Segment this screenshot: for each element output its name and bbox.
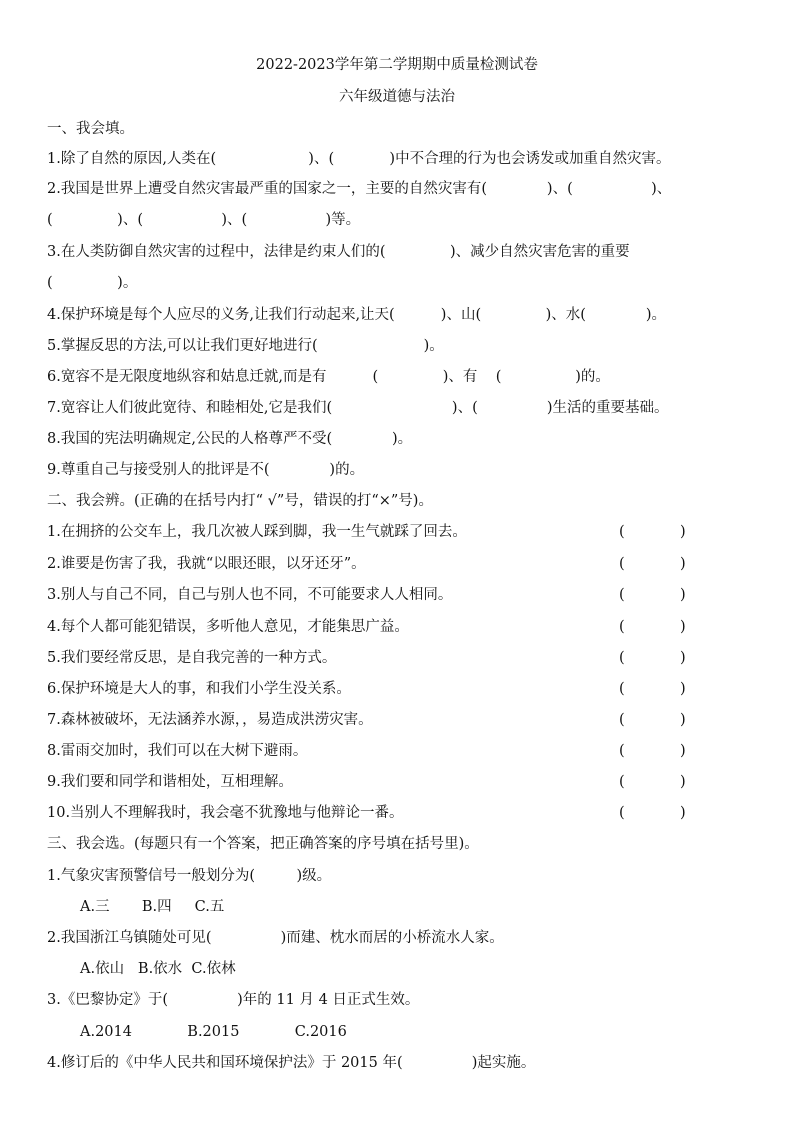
- judgment-item: 1.在拥挤的公交车上，我几次被人踩到脚，我一生气就踩了回去。 ( ): [0, 520, 794, 544]
- section1-question-4: 4.保护环境是每个人应尽的义务,让我们行动起来,让天( )、山( )、水( )。: [47, 307, 667, 323]
- section3-question-1-options: A.三 B.四 C.五: [80, 899, 225, 915]
- judgment-item: 2.谁要是伤害了我，我就“以眼还眼，以牙还牙”。 ( ): [0, 552, 794, 576]
- judgment-item: 6.保护环境是大人的事，和我们小学生没关系。 ( ): [0, 677, 794, 701]
- exam-title: 2022-2023学年第二学期期中质量检测试卷: [256, 57, 538, 73]
- judgment-item: 3.别人与自己不同，自己与别人也不同，不可能要求人人相同。 ( ): [0, 583, 794, 607]
- section3-question-2-options: A.依山 B.依水 C.依林: [80, 961, 236, 977]
- section1-question-7: 7.宽容让人们彼此宽待、和睦相处,它是我们( )、( )生活的重要基础。: [47, 400, 669, 416]
- answer-bracket[interactable]: ( ): [619, 712, 686, 728]
- section1-question-8: 8.我国的宪法明确规定,公民的人格尊严不受( )。: [47, 431, 413, 447]
- section1-question-3-line-1: 3.在人类防御自然灾害的过程中，法律是约束人们的( )、减少自然灾害危害的重要: [47, 244, 630, 260]
- answer-bracket[interactable]: ( ): [619, 805, 686, 821]
- answer-bracket[interactable]: ( ): [619, 681, 686, 697]
- answer-bracket[interactable]: ( ): [619, 743, 686, 759]
- judgment-item: 8.雷雨交加时，我们可以在大树下避雨。 ( ): [0, 739, 794, 763]
- answer-bracket[interactable]: ( ): [619, 619, 686, 635]
- judgment-item: 7.森林被破坏，无法涵养水源，，易造成洪涝灾害。 ( ): [0, 708, 794, 732]
- judgment-item: 9.我们要和同学和谐相处，互相理解。 ( ): [0, 770, 794, 794]
- answer-bracket[interactable]: ( ): [619, 650, 686, 666]
- answer-bracket[interactable]: ( ): [619, 556, 686, 572]
- section1-question-3-line-2: ( )。: [47, 275, 138, 291]
- answer-bracket[interactable]: ( ): [619, 587, 686, 603]
- section3-question-4: 4.修订后的《中华人民共和国环境保护法》于 2015 年( )起实施。: [47, 1055, 536, 1071]
- section3-question-3-options: A.2014 B.2015 C.2016: [80, 1024, 347, 1040]
- section3-question-3: 3.《巴黎协定》于( )年的 11 月 4 日正式生效。: [47, 992, 420, 1008]
- section1-heading: 一、我会填。: [47, 121, 134, 137]
- section1-question-2-line-2: ( )、( )、( )等。: [47, 212, 361, 228]
- judgment-item: 10.当别人不理解我时，我会毫不犹豫地与他辩论一番。 ( ): [0, 801, 794, 825]
- judgment-item: 5.我们要经常反思，是自我完善的一种方式。 ( ): [0, 646, 794, 670]
- exam-subtitle: 六年级道德与法治: [339, 89, 455, 105]
- section3-question-1: 1.气象灾害预警信号一般划分为( )级。: [47, 868, 332, 884]
- section2-heading: 二、我会辨。(正确的在括号内打“ √”号，错误的打“×”号)。: [47, 493, 433, 509]
- judgment-item: 4.每个人都可能犯错误，多听他人意见，才能集思广益。 ( ): [0, 615, 794, 639]
- answer-bracket[interactable]: ( ): [619, 774, 686, 790]
- section3-heading: 三、我会选。(每题只有一个答案，把正确答案的序号填在括号里)。: [47, 836, 479, 852]
- section1-question-1: 1.除了自然的原因,人类在( )、( )中不合理的行为也会诱发或加重自然灾害。: [47, 151, 671, 167]
- section1-question-2-line-1: 2.我国是世界上遭受自然灾害最严重的国家之一，主要的自然灾害有( )、( )、: [47, 181, 672, 197]
- section3-question-2: 2.我国浙江乌镇随处可见( )而建、枕水而居的小桥流水人家。: [47, 930, 504, 946]
- section1-question-9: 9.尊重自己与接受别人的批评是不( )的。: [47, 462, 365, 478]
- answer-bracket[interactable]: ( ): [619, 524, 686, 540]
- section1-question-6: 6.宽容不是无限度地纵容和姑息迁就,而是有 ( )、有 ( )的。: [47, 369, 610, 385]
- section1-question-5: 5.掌握反思的方法,可以让我们更好地进行( )。: [47, 338, 444, 354]
